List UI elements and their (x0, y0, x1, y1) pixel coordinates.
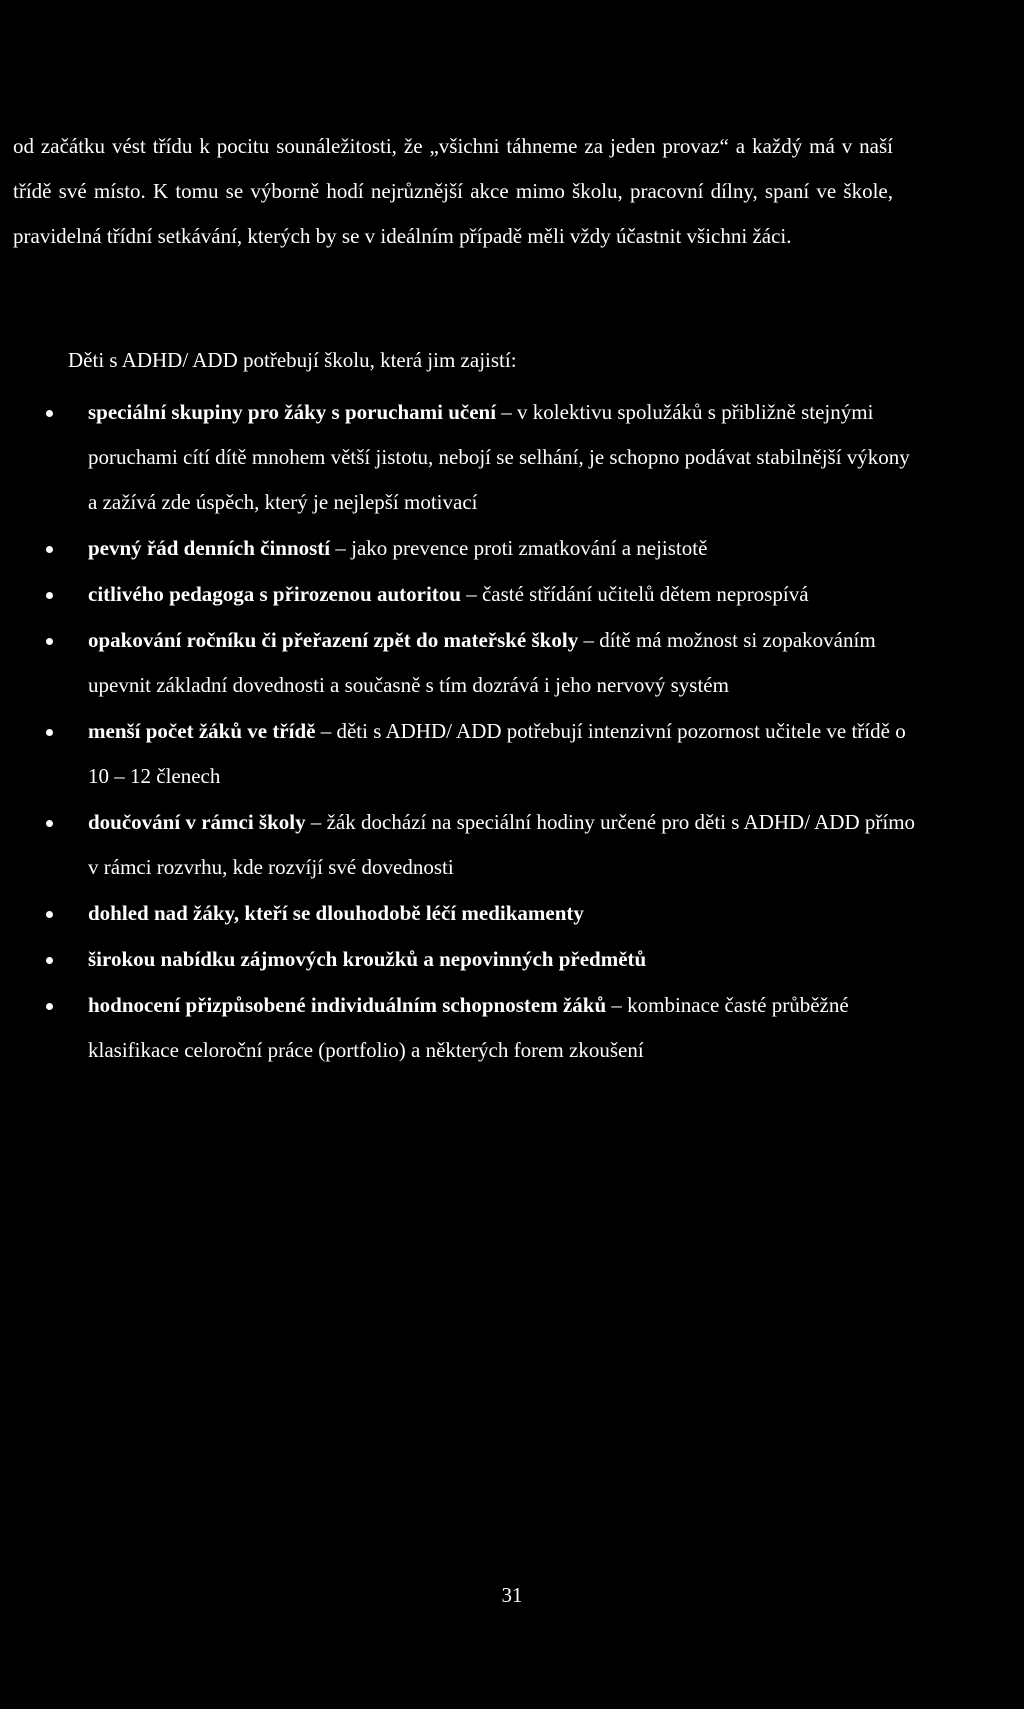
bullet-icon (46, 957, 53, 964)
list-item-term: hodnocení přizpůsobené individuálním schopnostem žáků (88, 993, 607, 1017)
list-item-text: – kombinace časté průběžné klasifikace celoroční práce (portfolio) a některých forem zkoušení (88, 993, 849, 1062)
bullet-icon (46, 592, 53, 599)
list-item (0, 937, 920, 982)
list-item (0, 526, 920, 571)
list-item-text: – dítě má možnost si zopakováním upevnit základní dovednosti a současně s tím dozrává i jeho nervový systém (88, 628, 876, 697)
requirements-list (0, 390, 1024, 1074)
list-item (0, 891, 920, 936)
list-item-text: – jako prevence proti zmatkování a nejistotě (330, 536, 708, 560)
list-item-term: dohled nad žáky, kteří se dlouhodobě léčí medikamenty (88, 901, 584, 925)
list-item-term: doučování v rámci školy (88, 810, 306, 834)
list-item-term: pevný řád denních činností (88, 536, 331, 560)
bullet-icon (46, 638, 53, 645)
list-item-text: – v kolektivu spolužáků s přibližně stejnými poruchami cítí dítě mnohem větší jistotu, nebojí se selhání, je schopno podávat stabilnější výkony a zažívá zde úspěch, který je nejlepší motivací (88, 400, 910, 514)
list-item-term: speciální skupiny pro žáky s poruchami učení (88, 400, 497, 424)
list-item (0, 983, 920, 1073)
list-item-term: menší počet žáků ve třídě (88, 719, 316, 743)
list-item-term: citlivého pedagoga s přirozenou autoritou (88, 582, 461, 606)
bullet-icon (46, 911, 53, 918)
bullet-icon (46, 729, 53, 736)
intro-paragraph: od začátku vést třídu k pocitu sounáležitosti, že „všichni táhneme za jeden provaz“ a každý má v naší třídě své místo. K tomu se výborně hodí nejrůznější akce mimo školu, pracovní dílny, spaní ve škole, pravidelná třídní setkávání, kterých by se v ideálním případě měli vždy účastnit všichni žáci. (13, 134, 893, 248)
list-item (0, 709, 920, 799)
list-item (0, 390, 920, 525)
list-lead-sentence: Děti s ADHD/ ADD potřebují školu, která jim zajistí: (68, 348, 517, 372)
list-item-text: – děti s ADHD/ ADD potřebují intenzivní pozornost učitele ve třídě o 10 – 12 členech (88, 719, 906, 788)
list-item-term: opakování ročníku či přeřazení zpět do mateřské školy (88, 628, 579, 652)
list-item-text: – časté střídání učitelů dětem neprospívá (460, 582, 809, 606)
bullet-icon (46, 546, 53, 553)
bullet-icon (46, 410, 53, 417)
bullet-icon (46, 820, 53, 827)
bullet-icon (46, 1003, 53, 1010)
list-item-term: širokou nabídku zájmových kroužků a nepovinných předmětů (88, 947, 647, 971)
page-number: 31 (501, 1583, 523, 1607)
list-item-text: – žák dochází na speciální hodiny určené pro děti s ADHD/ ADD přímo v rámci rozvrhu, kde rozvíjí své dovednosti (88, 810, 916, 879)
list-item (0, 618, 920, 708)
list-item (0, 572, 920, 617)
list-item (0, 800, 920, 890)
